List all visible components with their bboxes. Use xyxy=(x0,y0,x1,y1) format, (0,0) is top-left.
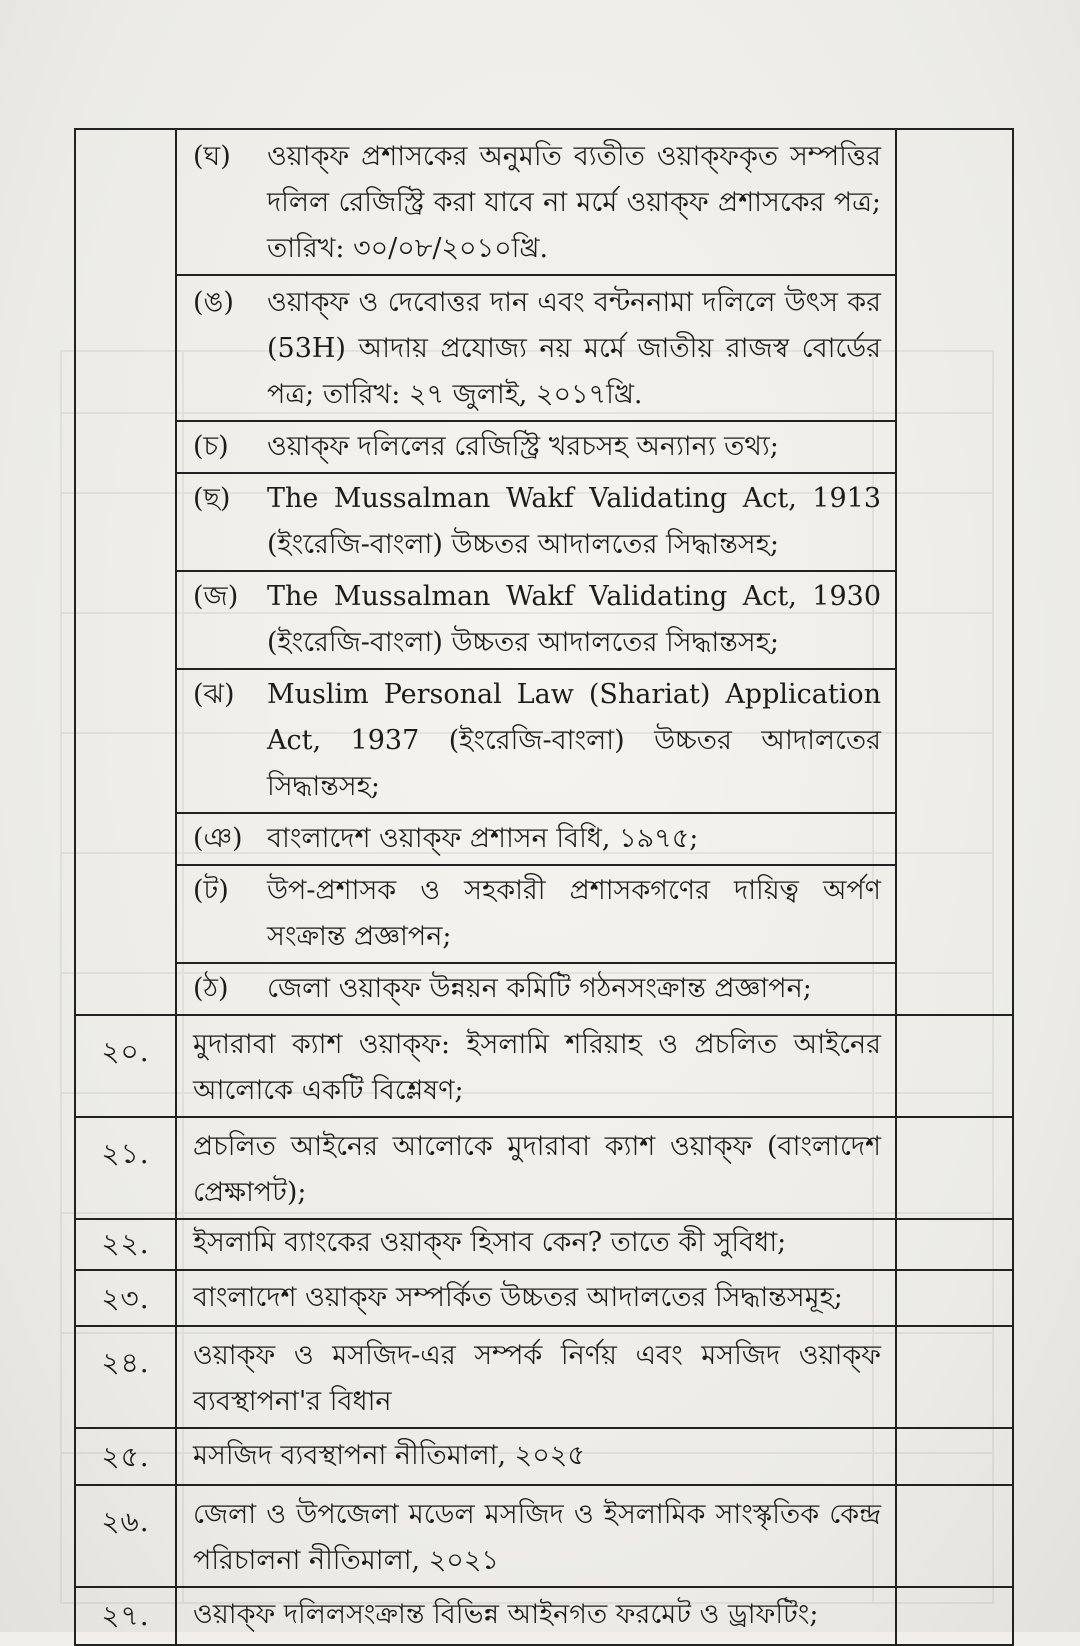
serial-number: ২২. xyxy=(75,1219,176,1270)
table-row xyxy=(75,473,1013,571)
item-text: ওয়াক্ফ ও মসজিদ-এর সম্পর্ক নির্ণয় এবং মসজিদ ওয়াক্ফ ব্যবস্থাপনা'র বিধান xyxy=(193,1340,881,1417)
item-text: The Mussalman Wakf Validating Act, 1930 (ইংরেজি-বাংলা) উচ্চতর আদালতের সিদ্ধান্তসহ; xyxy=(267,581,881,658)
page-cell xyxy=(896,1326,1013,1428)
item-cell xyxy=(176,1428,896,1485)
serial-number: ২৪. xyxy=(75,1326,176,1428)
item-marker: (ঞ) xyxy=(193,823,243,854)
item-cell xyxy=(176,1326,896,1428)
item-text: মসজিদ ব্যবস্থাপনা নীতিমালা, ২০২৫ xyxy=(193,1440,585,1471)
serial-number: ২১. xyxy=(75,1117,176,1219)
item-text: উপ-প্রশাসক ও সহকারী প্রশাসকগণের দায়িত্ব অর্পণ সংক্রান্ত প্রজ্ঞাপন; xyxy=(267,875,881,952)
serial-number: ২৫. xyxy=(75,1428,176,1485)
page-cell xyxy=(896,129,1013,1015)
item-text: মুদারাবা ক্যাশ ওয়াক্ফ: ইসলামি শরিয়াহ ও প্রচলিত আইনের আলোকে একটি বিশ্লেষণ; xyxy=(193,1029,881,1106)
item-text: বাংলাদেশ ওয়াক্ফ সম্পর্কিত উচ্চতর আদালতের সিদ্ধান্তসমূহ; xyxy=(193,1282,843,1313)
item-cell xyxy=(176,421,896,473)
item-marker: (ঙ) xyxy=(193,287,234,318)
table-row xyxy=(75,1117,1013,1219)
table-row xyxy=(75,275,1013,421)
item-marker: (ঝ) xyxy=(193,679,235,710)
table-row xyxy=(75,129,1013,275)
serial-number: ২৭. xyxy=(75,1587,176,1645)
item-text: জেলা ও উপজেলা মডেল মসজিদ ও ইসলামিক সাংস্কৃতিক কেন্দ্র পরিচালনা নীতিমালা, ২০২১ xyxy=(193,1499,881,1576)
item-marker: (ছ) xyxy=(193,483,231,514)
table-row xyxy=(75,1485,1013,1587)
table-row xyxy=(75,571,1013,669)
item-text: ওয়াক্ফ দলিলের রেজিস্ট্রি খরচসহ অন্যান্য তথ্য; xyxy=(267,431,779,462)
table-row xyxy=(75,865,1013,963)
item-cell xyxy=(176,1117,896,1219)
item-cell xyxy=(176,129,896,275)
item-cell xyxy=(176,1270,896,1326)
item-cell xyxy=(176,1219,896,1270)
item-text: ওয়াক্ফ দলিলসংক্রান্ত বিভিন্ন আইনগত ফরমেট ও ড্রাফটিং; xyxy=(193,1599,819,1630)
serial-cell-empty xyxy=(75,129,176,1015)
item-cell xyxy=(176,473,896,571)
item-text: ইসলামি ব্যাংকের ওয়াক্ফ হিসাব কেন? তাতে কী সুবিধা; xyxy=(193,1227,787,1258)
item-cell xyxy=(176,571,896,669)
page-cell xyxy=(896,1485,1013,1587)
table-row xyxy=(75,1270,1013,1326)
item-cell xyxy=(176,865,896,963)
table-row xyxy=(75,813,1013,865)
serial-number: ২৬. xyxy=(75,1485,176,1587)
item-cell xyxy=(176,1485,896,1587)
serial-number: ২০. xyxy=(75,1015,176,1117)
page-cell xyxy=(896,1117,1013,1219)
item-cell xyxy=(176,963,896,1015)
page-cell xyxy=(896,1428,1013,1485)
item-cell xyxy=(176,669,896,813)
table-row xyxy=(75,1219,1013,1270)
page-cell xyxy=(896,1270,1013,1326)
table-row xyxy=(75,963,1013,1015)
table-row xyxy=(75,1428,1013,1485)
item-text: বাংলাদেশ ওয়াক্ফ প্রশাসন বিধি, ১৯৭৫; xyxy=(267,823,699,854)
serial-number: ২৩. xyxy=(75,1270,176,1326)
item-marker: (জ) xyxy=(193,581,239,612)
page-cell xyxy=(896,1015,1013,1117)
table-row xyxy=(75,1326,1013,1428)
item-marker: (ঠ) xyxy=(193,973,229,1004)
item-cell xyxy=(176,275,896,421)
table-row xyxy=(75,669,1013,813)
item-text: ওয়াক্ফ ও দেবোত্তর দান এবং বন্টননামা দলিলে উৎস কর (53H) আদায় প্রযোজ্য নয় মর্মে জাতীয় রাজস্ব বোর্ডের পত্র; তারিখ: ২৭ জুলাই, ২০১৭খ্রি. xyxy=(267,287,881,410)
item-marker: (চ) xyxy=(193,431,229,462)
table-row xyxy=(75,1015,1013,1117)
item-text: জেলা ওয়াক্ফ উন্নয়ন কমিটি গঠনসংক্রান্ত প্রজ্ঞাপন; xyxy=(267,973,812,1004)
item-cell xyxy=(176,813,896,865)
item-cell xyxy=(176,1587,896,1645)
item-marker: (ঘ) xyxy=(193,141,231,172)
table-row xyxy=(75,421,1013,473)
table-row xyxy=(75,1587,1013,1645)
contents-table xyxy=(74,128,1014,1646)
item-text: ওয়াক্ফ প্রশাসকের অনুমতি ব্যতীত ওয়াক্ফকৃত সম্পত্তির দলিল রেজিস্ট্রি করা যাবে না মর্মে ওয়াক্ফ প্রশাসকের পত্র; তারিখ: ৩০/০৮/২০১০খ্রি. xyxy=(267,141,881,264)
item-text: The Mussalman Wakf Validating Act, 1913 (ইংরেজি-বাংলা) উচ্চতর আদালতের সিদ্ধান্তসহ; xyxy=(267,483,881,560)
item-cell xyxy=(176,1015,896,1117)
page-cell xyxy=(896,1219,1013,1270)
item-text: Muslim Personal Law (Shariat) Application Act, 1937 (ইংরেজি-বাংলা) উচ্চতর আদালতের সিদ্ধান্তসহ; xyxy=(267,679,881,802)
item-text: প্রচলিত আইনের আলোকে মুদারাবা ক্যাশ ওয়াক্ফ (বাংলাদেশ প্রেক্ষাপট); xyxy=(193,1131,881,1208)
page-cell xyxy=(896,1587,1013,1645)
item-marker: (ট) xyxy=(193,875,229,906)
